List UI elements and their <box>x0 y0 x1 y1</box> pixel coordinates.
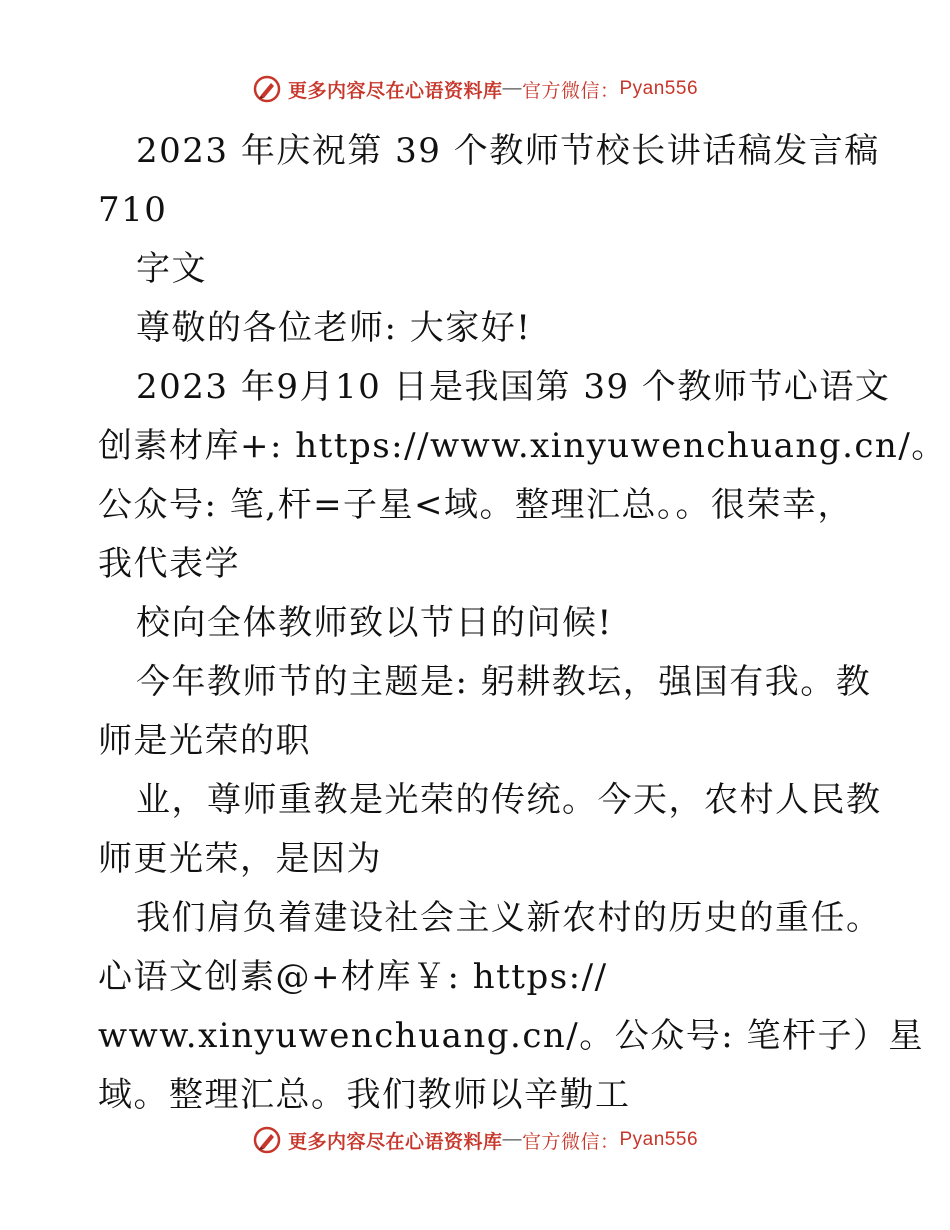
banner-main-text: 更多内容尽在心语资料库 <box>287 80 503 102</box>
text-line: 公众号: 笔,杆=子星<域。整理汇总。。很荣幸， <box>98 485 854 525</box>
text-line: 今年教师节的主题是: 躬耕教坛，强国有我。教 <box>136 662 872 702</box>
text-line: 字文 <box>136 249 207 289</box>
banner-wechat-id: Pyan556 <box>619 78 699 99</box>
text-line: 创素材库+: https://www.xinyuwenchuang.cn/。 <box>98 426 947 466</box>
text-line: 域。整理汇总。我们教师以辛勤工 <box>98 1075 631 1115</box>
text-line: 我们肩负着建设社会主义新农村的历史的重任。 <box>136 898 882 938</box>
text-line: 业，尊师重教是光荣的传统。今天，农村人民教 <box>136 780 882 820</box>
text-line: 2023 年庆祝第 39 个教师节校长讲话稿发言稿 <box>136 131 880 171</box>
document-body <box>98 122 947 1125</box>
banner-wechat-label: 官方微信： <box>521 80 620 102</box>
pen-logo-icon <box>252 1125 282 1155</box>
banner-main-text: 更多内容尽在心语资料库 <box>287 1131 503 1153</box>
text-line: 校向全体教师致以节日的问候! <box>136 603 613 643</box>
text-line: 710 <box>98 190 168 230</box>
text-line: 尊敬的各位老师: 大家好! <box>136 308 532 348</box>
pen-logo-icon <box>252 74 282 104</box>
banner-wechat-label: 官方微信： <box>521 1131 620 1153</box>
footer-banner <box>0 1120 950 1160</box>
text-line: www.xinyuwenchuang.cn/。公众号: 笔杆子）星 <box>98 1016 924 1056</box>
text-line: 心语文创素@+材库￥: https:// <box>98 957 608 997</box>
banner-separator: — <box>502 1129 522 1150</box>
text-line: 师更光荣，是因为 <box>98 839 382 879</box>
header-banner <box>0 69 950 109</box>
text-line: 2023 年9月10 日是我国第 39 个教师节心语文 <box>136 367 891 407</box>
banner-separator: — <box>502 78 522 99</box>
text-line: 师是光荣的职 <box>98 721 311 761</box>
text-line: 我代表学 <box>98 544 240 584</box>
banner-wechat-id: Pyan556 <box>619 1129 699 1150</box>
